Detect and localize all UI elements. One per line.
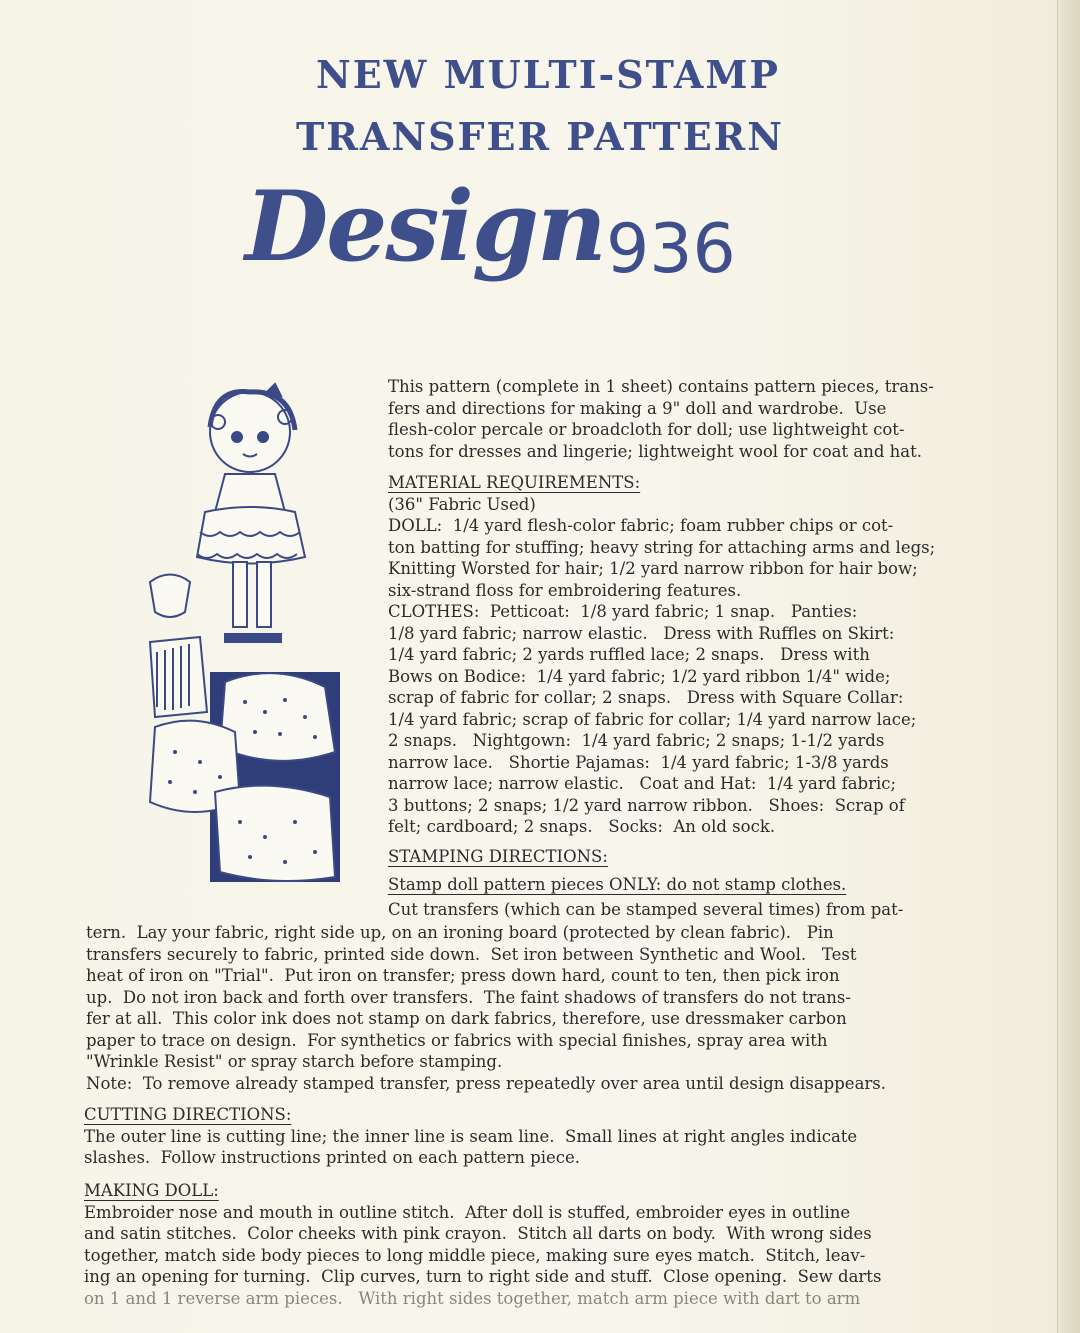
doll-illustration bbox=[145, 382, 345, 887]
cutting-heading: CUTTING DIRECTIONS: bbox=[84, 1105, 292, 1124]
intro-paragraph bbox=[388, 376, 998, 462]
stamping-line: up. Do not iron back and forth over transfers. The faint shadows of transfers do not trans- bbox=[86, 987, 851, 1007]
making-line: together, match side body pieces to long middle piece, making sure eyes match. Stitch, leav- bbox=[84, 1245, 866, 1265]
material-line: 1/4 yard fabric; scrap of fabric for collar; 1/4 yard narrow lace; bbox=[388, 709, 917, 729]
stamping-line: "Wrinkle Resist" or spray starch before stamping. bbox=[86, 1052, 503, 1071]
stamping-line: transfers securely to fabric, printed side down. Set iron between Synthetic and Wool. Test bbox=[86, 944, 857, 964]
material-line: 2 snaps. Nightgown: 1/4 yard fabric; 2 snaps; 1-1/2 yards bbox=[388, 731, 885, 750]
intro-line: fers and directions for making a 9" doll and wardrobe. Use bbox=[388, 398, 887, 418]
material-line: 1/8 yard fabric; narrow elastic. Dress with Ruffles on Skirt: bbox=[388, 623, 895, 643]
stamping-body bbox=[86, 922, 1016, 1094]
material-line: DOLL: 1/4 yard flesh-color fabric; foam rubber chips or cot- bbox=[388, 516, 894, 535]
material-line: 1/4 yard fabric; 2 yards ruffled lace; 2 snaps. Dress with bbox=[388, 645, 870, 664]
material-line: Bows on Bodice: 1/4 yard fabric; 1/2 yard ribbon 1/4" wide; bbox=[388, 666, 891, 686]
making-line: Embroider nose and mouth in outline stitch. After doll is stuffed, embroider eyes in outline bbox=[84, 1202, 851, 1222]
stamping-line: tern. Lay your fabric, right side up, on an ironing board (protected by clean fabric). Pin bbox=[86, 923, 834, 942]
material-line: scrap of fabric for collar; 2 snaps. Dress with Square Collar: bbox=[388, 688, 904, 707]
stamping-first-line: Cut transfers (which can be stamped several times) from pat- bbox=[388, 900, 904, 919]
cutting-line: The outer line is cutting line; the inner line is seam line. Small lines at right angles indicate bbox=[84, 1126, 858, 1146]
title-line-2: TRANSFER PATTERN bbox=[296, 114, 784, 159]
intro-line: tons for dresses and lingerie; lightweight wool for coat and hat. bbox=[388, 441, 923, 461]
material-section bbox=[388, 472, 998, 838]
material-line: CLOTHES: Petticoat: 1/8 yard fabric; 1 snap. Panties: bbox=[388, 602, 858, 621]
stamping-line: paper to trace on design. For synthetics or fabrics with special finishes, spray area with bbox=[86, 1030, 828, 1050]
paper-edge bbox=[1057, 0, 1080, 1333]
cutting-section bbox=[84, 1104, 1014, 1169]
cutting-line: slashes. Follow instructions printed on each pattern piece. bbox=[84, 1148, 581, 1167]
stamping-subheading: Stamp doll pattern pieces ONLY: do not stamp clothes. bbox=[388, 874, 847, 894]
material-line: six-strand floss for embroidering features. bbox=[388, 580, 742, 600]
making-line-cut-off: on 1 and 1 reverse arm pieces. With right sides together, match arm piece with dart to arm bbox=[84, 1288, 861, 1308]
stamping-line: heat of iron on "Trial". Put iron on transfer; press down hard, count to ten, then pick iron bbox=[86, 966, 840, 985]
material-line: narrow lace; narrow elastic. Coat and Hat: 1/4 yard fabric; bbox=[388, 774, 897, 793]
material-line: narrow lace. Shortie Pajamas: 1/4 yard fabric; 1-3/8 yards bbox=[388, 752, 889, 772]
intro-line: This pattern (complete in 1 sheet) contains pattern pieces, trans- bbox=[388, 377, 934, 396]
material-line: ton batting for stuffing; heavy string for attaching arms and legs; bbox=[388, 537, 936, 557]
material-heading: MATERIAL REQUIREMENTS: bbox=[388, 473, 641, 492]
intro-line: flesh-color percale or broadcloth for doll; use lightweight cot- bbox=[388, 420, 905, 439]
title-line-1: NEW MULTI-STAMP bbox=[315, 52, 780, 97]
material-line: felt; cardboard; 2 snaps. Socks: An old sock. bbox=[388, 817, 776, 836]
stamping-heading: STAMPING DIRECTIONS: bbox=[388, 847, 608, 866]
design-wordmark: Design bbox=[245, 170, 605, 283]
stamping-heading-block bbox=[388, 846, 998, 921]
stamping-note: Note: To remove already stamped transfer, press repeatedly over area until design disappears. bbox=[86, 1073, 887, 1093]
material-line: Knitting Worsted for hair; 1/2 yard narrow ribbon for hair bow; bbox=[388, 559, 918, 578]
making-line: ing an opening for turning. Clip curves, turn to right side and stuff. Close opening. Sew darts bbox=[84, 1267, 882, 1286]
fabric-note: (36" Fabric Used) bbox=[388, 494, 536, 514]
stamping-line: fer at all. This color ink does not stamp on dark fabrics, therefore, use dressmaker carbon bbox=[86, 1009, 847, 1028]
design-number: 936 bbox=[606, 210, 736, 289]
making-line: and satin stitches. Color cheeks with pink crayon. Stitch all darts on body. With wrong sides bbox=[84, 1224, 872, 1243]
making-section bbox=[84, 1180, 1014, 1309]
making-heading: MAKING DOLL: bbox=[84, 1181, 219, 1200]
material-line: 3 buttons; 2 snaps; 1/2 yard narrow ribbon. Shoes: Scrap of bbox=[388, 795, 905, 815]
